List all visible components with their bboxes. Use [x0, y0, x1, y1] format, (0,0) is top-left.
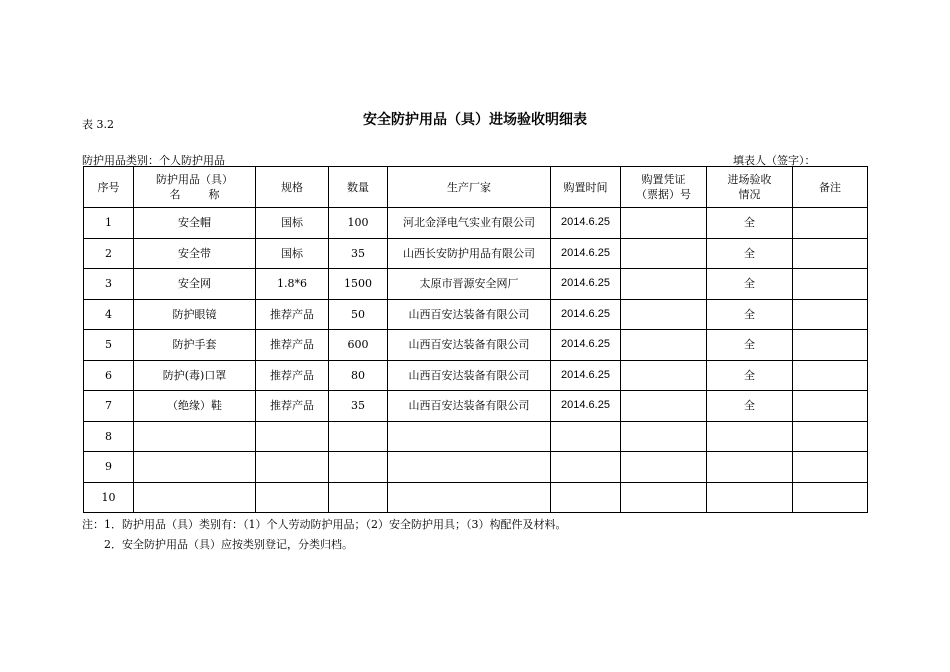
note-2: 2．安全防护用品（具）应按类别登记，分类归档。	[104, 538, 353, 551]
cell-manufacturer: 山西百安达装备有限公司	[388, 330, 551, 361]
cell-spec: 国标	[256, 208, 329, 239]
cell-item-name: 安全帽	[134, 208, 256, 239]
cell-voucher	[621, 482, 707, 513]
cell-inspection: 全	[707, 269, 793, 300]
cell-purchase-date	[551, 421, 621, 452]
cell-voucher	[621, 208, 707, 239]
cell-purchase-date	[551, 482, 621, 513]
cell-quantity: 600	[329, 330, 388, 361]
table-header-row	[84, 167, 868, 208]
cell-voucher	[621, 421, 707, 452]
table-row	[84, 452, 868, 483]
cell-voucher	[621, 269, 707, 300]
cell-inspection	[707, 452, 793, 483]
cell-purchase-date: 2014.6.25	[551, 391, 621, 422]
cell-remark	[793, 391, 868, 422]
note-1: 注：1．防护用品（具）类别有：（1）个人劳动防护用品；（2）安全防护用具；（3）构配件及材料。	[82, 518, 567, 531]
cell-inspection: 全	[707, 299, 793, 330]
cell-quantity: 100	[329, 208, 388, 239]
table-number: 表 3.2	[82, 118, 114, 131]
cell-inspection: 全	[707, 360, 793, 391]
cell-manufacturer: 山西百安达装备有限公司	[388, 391, 551, 422]
cell-spec	[256, 421, 329, 452]
cell-voucher	[621, 238, 707, 269]
category-label: 防护用品类别：个人防护用品	[82, 154, 225, 167]
cell-item-name: 防护(毒)口罩	[134, 360, 256, 391]
cell-manufacturer: 太原市晋源安全网厂	[388, 269, 551, 300]
cell-voucher	[621, 452, 707, 483]
cell-purchase-date: 2014.6.25	[551, 208, 621, 239]
cell-seq: 5	[84, 330, 134, 361]
cell-seq: 3	[84, 269, 134, 300]
cell-quantity: 80	[329, 360, 388, 391]
cell-quantity: 35	[329, 238, 388, 269]
cell-manufacturer: 山西长安防护用品有限公司	[388, 238, 551, 269]
cell-manufacturer: 山西百安达装备有限公司	[388, 299, 551, 330]
cell-inspection	[707, 421, 793, 452]
header-inspection-line1: 进场验收	[727, 173, 772, 186]
cell-inspection	[707, 482, 793, 513]
header-item-name	[134, 167, 256, 208]
header-inspection-line2: 情况	[738, 188, 761, 201]
header-inspection	[707, 167, 793, 208]
cell-spec: 国标	[256, 238, 329, 269]
cell-purchase-date: 2014.6.25	[551, 330, 621, 361]
cell-manufacturer: 河北金泽电气实业有限公司	[388, 208, 551, 239]
cell-remark	[793, 208, 868, 239]
cell-seq: 8	[84, 421, 134, 452]
header-quantity: 数量	[329, 167, 388, 208]
cell-seq: 1	[84, 208, 134, 239]
table-row	[84, 360, 868, 391]
cell-inspection: 全	[707, 391, 793, 422]
cell-manufacturer	[388, 421, 551, 452]
cell-remark	[793, 421, 868, 452]
cell-purchase-date	[551, 452, 621, 483]
cell-seq: 6	[84, 360, 134, 391]
cell-purchase-date: 2014.6.25	[551, 299, 621, 330]
table-row	[84, 269, 868, 300]
cell-remark	[793, 360, 868, 391]
cell-item-name: 防护眼镜	[134, 299, 256, 330]
header-item-name-line2: 名 称	[169, 188, 220, 201]
header-purchase-date: 购置时间	[551, 167, 621, 208]
cell-voucher	[621, 360, 707, 391]
cell-spec	[256, 452, 329, 483]
cell-quantity: 50	[329, 299, 388, 330]
cell-quantity: 1500	[329, 269, 388, 300]
header-remark: 备注	[793, 167, 868, 208]
cell-seq: 9	[84, 452, 134, 483]
cell-item-name: （绝缘）鞋	[134, 391, 256, 422]
header-voucher-line2: （票据）号	[636, 188, 691, 201]
cell-item-name: 防护手套	[134, 330, 256, 361]
cell-spec: 推荐产品	[256, 330, 329, 361]
cell-purchase-date: 2014.6.25	[551, 238, 621, 269]
table-row	[84, 421, 868, 452]
cell-voucher	[621, 330, 707, 361]
table-row	[84, 299, 868, 330]
cell-purchase-date: 2014.6.25	[551, 269, 621, 300]
acceptance-table	[83, 166, 868, 513]
filler-signature-label: 填表人（签字）：	[733, 154, 816, 167]
cell-seq: 10	[84, 482, 134, 513]
header-item-name-line1: 防护用品（具）	[156, 173, 233, 186]
cell-manufacturer	[388, 452, 551, 483]
cell-spec: 推荐产品	[256, 360, 329, 391]
cell-remark	[793, 299, 868, 330]
cell-voucher	[621, 299, 707, 330]
cell-remark	[793, 330, 868, 361]
cell-remark	[793, 452, 868, 483]
cell-voucher	[621, 391, 707, 422]
header-voucher-line1: 购置凭证	[641, 173, 686, 186]
cell-item-name	[134, 482, 256, 513]
cell-spec: 1.8*6	[256, 269, 329, 300]
cell-remark	[793, 238, 868, 269]
cell-inspection: 全	[707, 330, 793, 361]
cell-item-name	[134, 452, 256, 483]
cell-seq: 2	[84, 238, 134, 269]
header-manufacturer: 生产厂家	[388, 167, 551, 208]
cell-quantity: 35	[329, 391, 388, 422]
cell-remark	[793, 269, 868, 300]
page-title: 安全防护用品（具）进场验收明细表	[363, 112, 587, 128]
cell-seq: 7	[84, 391, 134, 422]
cell-manufacturer	[388, 482, 551, 513]
table-row	[84, 238, 868, 269]
header-voucher	[621, 167, 707, 208]
cell-remark	[793, 482, 868, 513]
cell-purchase-date: 2014.6.25	[551, 360, 621, 391]
cell-inspection: 全	[707, 238, 793, 269]
table-row	[84, 391, 868, 422]
table-row	[84, 330, 868, 361]
cell-manufacturer: 山西百安达装备有限公司	[388, 360, 551, 391]
cell-item-name: 安全网	[134, 269, 256, 300]
table-notes	[82, 515, 567, 555]
cell-quantity	[329, 452, 388, 483]
cell-quantity	[329, 421, 388, 452]
cell-spec: 推荐产品	[256, 391, 329, 422]
header-seq: 序号	[84, 167, 134, 208]
cell-seq: 4	[84, 299, 134, 330]
cell-inspection: 全	[707, 208, 793, 239]
cell-spec	[256, 482, 329, 513]
cell-quantity	[329, 482, 388, 513]
table-row	[84, 482, 868, 513]
cell-item-name	[134, 421, 256, 452]
cell-item-name: 安全带	[134, 238, 256, 269]
cell-spec: 推荐产品	[256, 299, 329, 330]
header-spec: 规格	[256, 167, 329, 208]
table-row	[84, 208, 868, 239]
